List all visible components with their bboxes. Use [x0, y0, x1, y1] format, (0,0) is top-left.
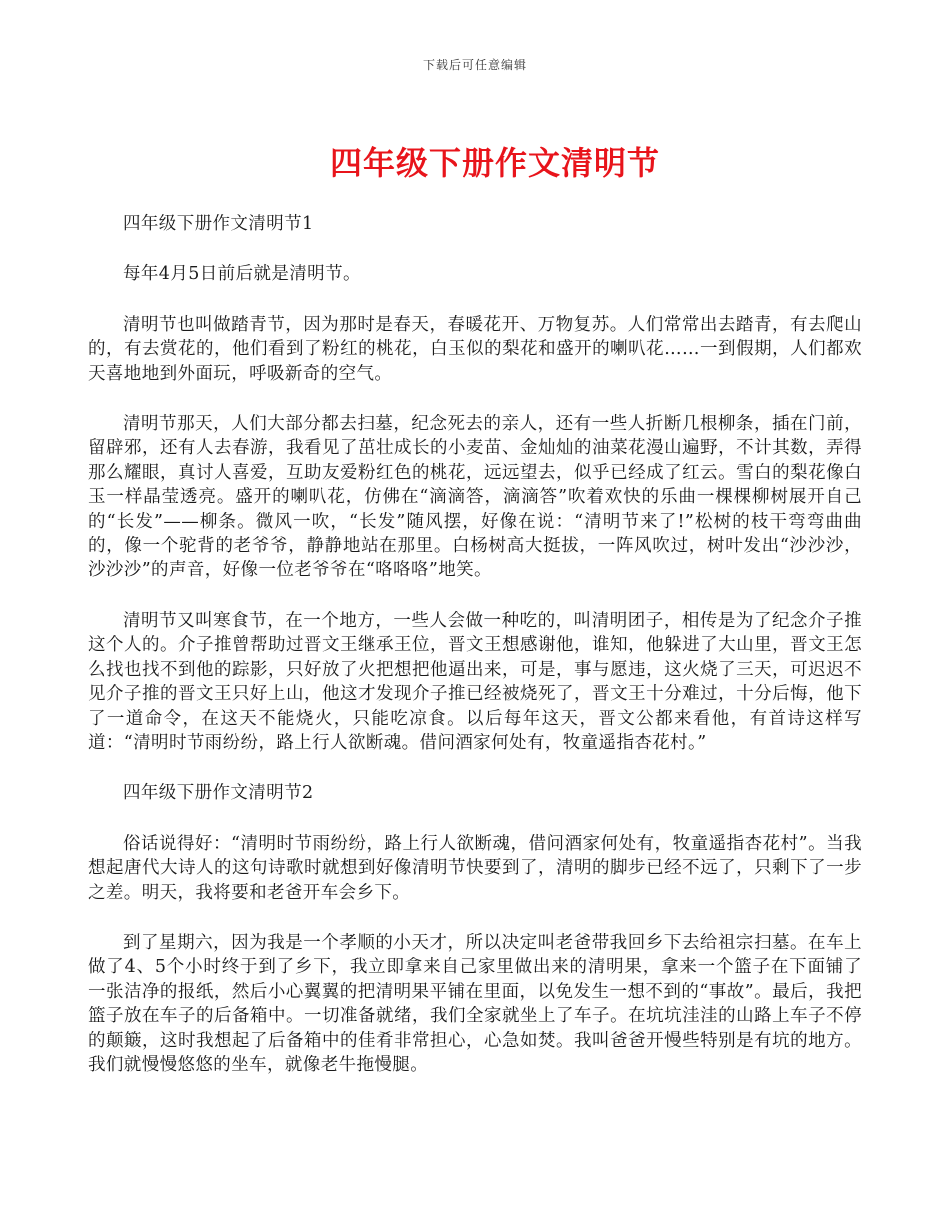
paragraph: 到了星期六，因为我是一个孝顺的小天才，所以决定叫老爸带我回乡下去给祖宗扫墓。在车上做了4、5个小时终于到了乡下，我立即拿来自己家里做出来的清明果，拿来一个篮子在下面铺了一张洁净的报纸，然后小心翼翼的把清明果平铺在里面，以免发生一想不到的“事故”。最后，我把篮子放在车子的后备箱中。一切准备就绪，我们全家就坐上了车子。在坑坑洼洼的山路上车子不停的颠簸，这时我想起了后备箱中的佳肴非常担心，心急如焚。我叫爸爸开慢些特别是有坑的地方。我们就慢慢悠悠的坐车，就像老牛拖慢腿。	[88, 932, 862, 1075]
paragraph: 俗话说得好：“清明时节雨纷纷，路上行人欲断魂，借问酒家何处有，牧童遥指杏花村”。当我想起唐代大诗人的这句诗歌时就想到好像清明节快要到了，清明的脚步已经不远了，只剩下了一步之差。明天，我将要和老爸开车会乡下。	[88, 833, 862, 903]
paragraph: 清明节又叫寒食节，在一个地方，一些人会做一种吃的，叫清明团子，相传是为了纪念介子推这个人的。介子推曾帮助过晋文王继承王位，晋文王想感谢他，谁知，他躲进了大山里，晋文王怎么找也找不到他的踪影，只好放了火把想把他逼出来，可是，事与愿违，这火烧了三天，可迟迟不见介子推的晋文王只好上山，他这才发现介子推已经被烧死了，晋文王十分难过，十分后悔，他下了一道命令，在这天不能烧火，只能吃凉食。以后每年这天，晋文公都来看他，有首诗这样写道：“清明时节雨纷纷，路上行人欲断魂。借问酒家何处有，牧童遥指杏花村。”	[88, 610, 862, 753]
section-heading-2: 四年级下册作文清明节2	[123, 783, 314, 804]
document-title: 四年级下册作文清明节	[329, 144, 660, 182]
document-body	[88, 212, 862, 1077]
paragraph: 清明节也叫做踏青节，因为那时是春天，春暖花开、万物复苏。人们常常出去踏青，有去爬山的，有去赏花的，他们看到了粉红的桃花，白玉似的梨花和盛开的喇叭花……一到假期，人们都欢天喜地地到外面玩，呼吸新奇的空气。	[88, 314, 862, 384]
paragraph: 每年4月5日前后就是清明节。	[123, 264, 361, 285]
paragraph: 清明节那天，人们大部分都去扫墓，纪念死去的亲人，还有一些人折断几根柳条，插在门前，留辟邪，还有人去春游，我看见了茁壮成长的小麦苗、金灿灿的油菜花漫山遍野，不计其数，弄得那么耀眼，真讨人喜爱，互助友爱粉红色的桃花，远远望去，似乎已经成了红云。雪白的梨花像白玉一样晶莹透亮。盛开的喇叭花，仿佛在“滴滴答，滴滴答”吹着欢快的乐曲一棵棵柳树展开自己的“长发”——柳条。微风一吹，“长发”随风摆，好像在说：“清明节来了!”松树的枝干弯弯曲曲的，像一个驼背的老爷爷，静静地站在那里。白杨树高大挺拔，一阵风吹过，树叶发出“沙沙沙，沙沙沙”的声音，好像一位老爷爷在“咯咯咯”地笑。	[88, 414, 862, 581]
section-heading-1: 四年级下册作文清明节1	[123, 214, 314, 234]
header-note: 下载后可任意编辑	[422, 58, 527, 72]
